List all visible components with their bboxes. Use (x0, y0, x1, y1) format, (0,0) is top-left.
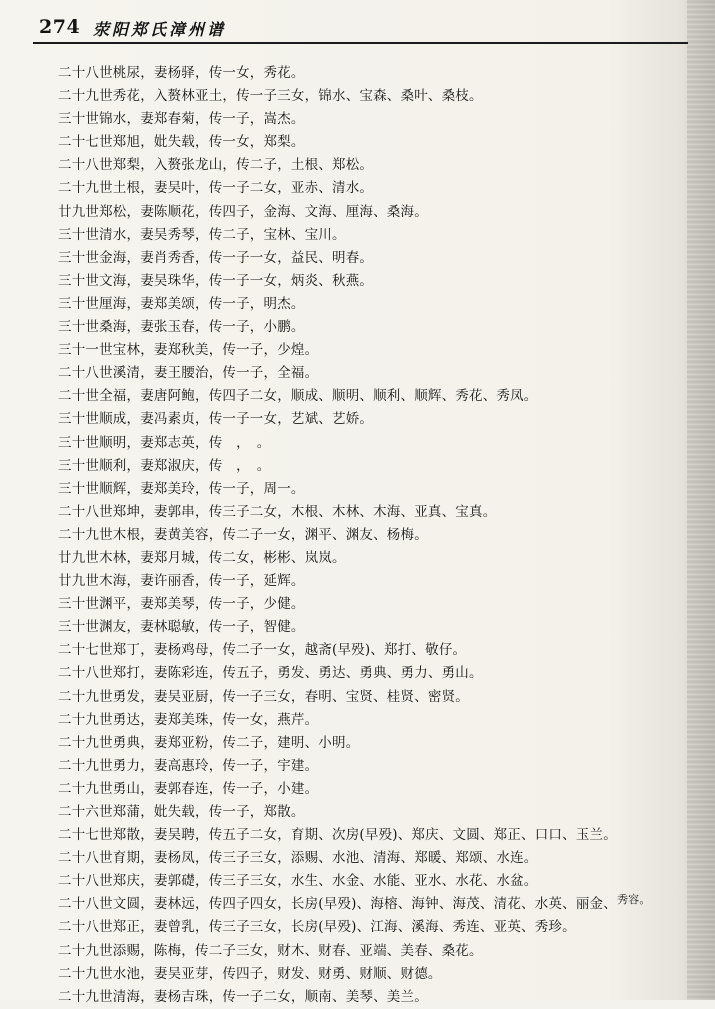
page-header (33, 14, 693, 40)
genealogy-entry: 二十九世添赐，陈梅，传二子三女，财木、财春、亚端、美春、桑花。 (58, 942, 483, 959)
genealogy-entry: 三十世清水，妻吴秀琴，传二子，宝林、宝川。 (58, 226, 346, 243)
genealogy-entry: 三十世桑海，妻张玉春，传一子，小鹏。 (58, 319, 305, 336)
genealogy-entry: 二十九世水池，妻吴亚芽，传四子，财发、财勇、财顺、财德。 (58, 965, 442, 982)
genealogy-entry: 二十九世清海，妻杨吉珠，传一子二女，顺南、美琴、美兰。 (58, 988, 428, 1005)
genealogy-entry: 三十世顺成，妻冯素贞，传一子一女，艺斌、艺娇。 (58, 411, 374, 428)
genealogy-entries (58, 62, 698, 1009)
genealogy-entry: 廿九世木林，妻郑月城，传二女，彬彬、岚岚。 (58, 549, 346, 566)
genealogy-entry: 廿九世木海，妻许丽香，传一子，延辉。 (58, 573, 305, 590)
genealogy-entry-with-overflow (58, 893, 698, 916)
genealogy-entry: 三十世金海，妻肖秀香，传一子一女，益民、明春。 (58, 249, 374, 266)
genealogy-entry: 三十世渊平，妻郑美琴，传一子，少健。 (58, 596, 305, 613)
genealogy-entry: 三十世文海，妻吴珠华，传一子一女，炳炎、秋燕。 (58, 272, 374, 289)
genealogy-entry: 二十九世秀花，入赘林亚土，传一子三女，锦水、宝森、桑叶、桑枝。 (58, 88, 483, 105)
genealogy-entry: 二十八世育期，妻杨凤，传三子三女，添赐、水池、清海、郑暖、郑颂、水连。 (58, 850, 538, 867)
genealogy-entry: 二十八世郑坤，妻郭串，传三子二女，木根、木林、木海、亚真、宝真。 (58, 503, 497, 520)
genealogy-entry: 三十世顺利，妻郑淑庆，传 ， 。 (58, 457, 271, 474)
genealogy-entry: 二十八世郑庆，妻郭礎，传三子三女，水生、水金、水能、亚水、水花、水盆。 (58, 873, 538, 890)
genealogy-entry: 二十八世郑正，妻曾乳，传三子三女，长房(早殁)、江海、溪海、秀连、亚英、秀珍。 (58, 919, 576, 936)
genealogy-entry: 三十一世宝林，妻郑秋美，传一子，少煌。 (58, 342, 319, 359)
genealogy-entry: 二十八世郑打，妻陈彩连，传五子，勇发、勇达、勇典、勇力、勇山。 (58, 665, 483, 682)
genealogy-entry: 廿九世郑松，妻陈顺花，传四子，金海、文海、厘海、桑海。 (58, 203, 428, 220)
genealogy-entry: 三十世顺明，妻郑志英，传 ， 。 (58, 434, 271, 451)
genealogy-entry: 二十九世勇山，妻郭春连，传一子，小建。 (58, 780, 319, 797)
genealogy-entry: 二十八世桃尿，妻杨驿，传一女，秀花。 (58, 65, 305, 81)
genealogy-entry: 二十世全福，妻唐阿鲍，传四子二女，顺成、顺明、顺利、顺辉、秀花、秀凤。 (58, 388, 538, 405)
genealogy-entry: 二十九世勇达，妻郑美珠，传一女，燕芹。 (58, 711, 319, 728)
genealogy-entry: 二十八世郑梨，入赘张龙山，传二子，土根、郑松。 (58, 157, 374, 174)
entry-text: 二十八世文圆，妻林远，传四子四女，长房(早殁)、海榕、海钟、海茂、清花、水英、丽金、 (58, 896, 617, 913)
genealogy-entry: 二十九世勇发，妻吴亚厨，传一子三女，春明、宝贤、桂贤、密贤。 (58, 688, 469, 705)
genealogy-entry: 二十九世勇力，妻高惠玲，传一子，宇建。 (58, 757, 319, 774)
header-rule (33, 42, 688, 44)
genealogy-entry: 二十七世郑丁，妻杨鸡母，传二子一女，越斋(早殁)、郑打、敬仔。 (58, 642, 467, 659)
genealogy-entry: 二十六世郑蒲，妣失载，传一子，郑散。 (58, 804, 305, 820)
genealogy-entry: 二十七世郑旭，妣失载，传一女，郑梨。 (58, 134, 305, 151)
overflow-note: 秀容。 (616, 893, 651, 907)
genealogy-entry: 二十九世土根，妻吴叶，传一子二女，亚赤、清水。 (58, 180, 374, 197)
genealogy-entry: 三十世顺辉，妻郑美玲，传一子，周一。 (58, 480, 305, 497)
running-title: 荥阳郑氏漳州谱 (93, 20, 227, 39)
genealogy-entry: 三十世厘海，妻郑美颂，传一子，明杰。 (58, 295, 305, 312)
genealogy-entry: 三十世渊友，妻林聪敏，传一子，智健。 (58, 619, 305, 636)
genealogy-entry: 二十八世溪清，妻王腰治，传一子，全福。 (58, 365, 319, 382)
genealogy-entry: 二十九世木根，妻黄美容，传二子一女，渊平、渊友、杨梅。 (58, 526, 428, 543)
genealogy-entry: 二十七世郑散，妻吴聘，传五子二女，育期、次房(早殁)、郑庆、文圆、郑正、口口、玉兰。 (58, 827, 617, 844)
page-number: 274 (39, 16, 81, 38)
genealogy-entry: 二十九世勇典，妻郑亚粉，传二子，建明、小明。 (58, 734, 360, 751)
genealogy-entry: 三十世锦水，妻郑春菊，传一子，嵩杰。 (58, 111, 305, 128)
